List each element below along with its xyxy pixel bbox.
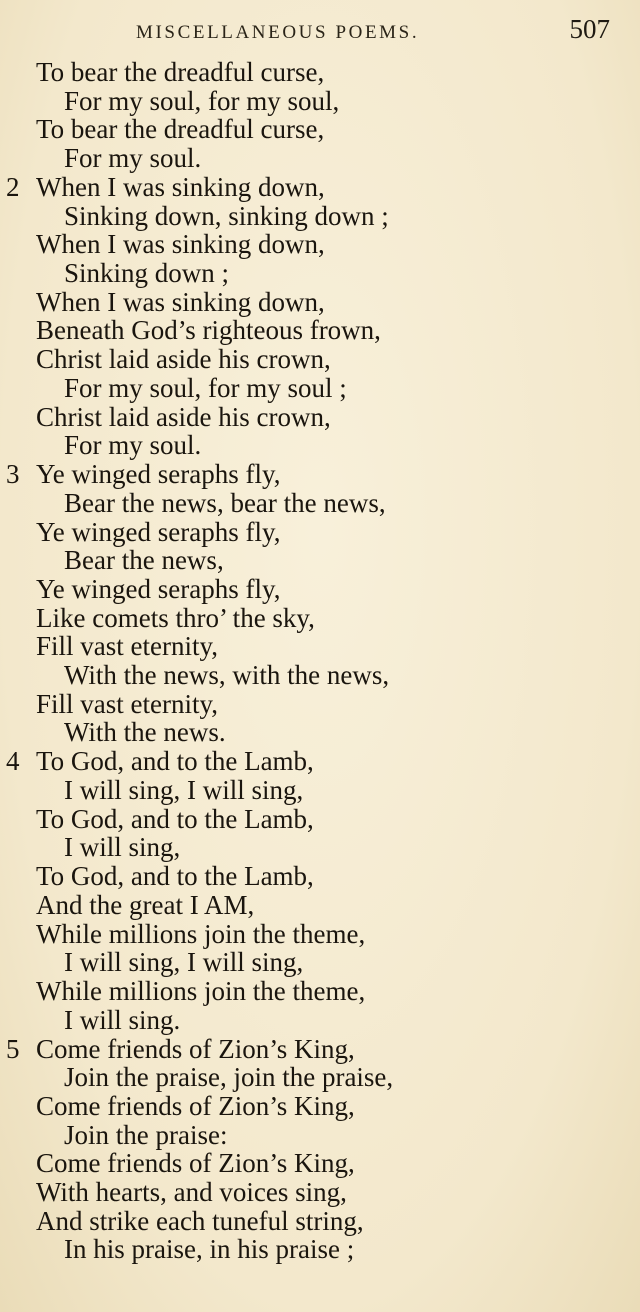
verse-line-text: Sinking down ; bbox=[64, 258, 230, 289]
verse-line bbox=[0, 575, 640, 604]
verse-line-text: With the news, with the news, bbox=[64, 660, 390, 691]
stanza-number: 2 bbox=[6, 172, 20, 203]
page-header bbox=[0, 14, 640, 50]
verse-line bbox=[0, 431, 640, 460]
verse-line bbox=[0, 977, 640, 1006]
verse-line-text: Ye winged seraphs fly, bbox=[36, 573, 281, 604]
verse-line-text: Christ laid aside his crown, bbox=[36, 401, 331, 432]
verse-line-text: Come friends of Zion’s King, bbox=[36, 1148, 355, 1179]
verse-line bbox=[0, 288, 640, 317]
verse-line bbox=[0, 891, 640, 920]
verse-line bbox=[0, 1149, 640, 1178]
verse-line bbox=[0, 345, 640, 374]
verse-line bbox=[0, 1035, 640, 1064]
verse-line bbox=[0, 1207, 640, 1236]
verse-line-text: When I was sinking down, bbox=[36, 229, 325, 260]
verse-line-text: And the great I AM, bbox=[36, 889, 255, 920]
verse-line bbox=[0, 862, 640, 891]
verse-line-text: While millions join the theme, bbox=[36, 918, 366, 949]
verse-line bbox=[0, 374, 640, 403]
verse-line-text: For my soul, for my soul ; bbox=[64, 372, 347, 403]
verse-line-text: I will sing, bbox=[64, 832, 181, 863]
verse-line-text: I will sing. bbox=[64, 1004, 181, 1035]
verse-line-text: Fill vast eternity, bbox=[36, 631, 218, 662]
verse-line-text: Ye winged seraphs fly, bbox=[36, 459, 281, 490]
verse-line-text: When I was sinking down, bbox=[36, 286, 325, 317]
verse-line bbox=[0, 1121, 640, 1150]
poem-body bbox=[0, 58, 640, 1264]
verse-line bbox=[0, 1178, 640, 1207]
verse-line-text: Sinking down, sinking down ; bbox=[64, 200, 389, 231]
verse-line-text: Beneath God’s righteous frown, bbox=[36, 315, 381, 346]
verse-line bbox=[0, 833, 640, 862]
verse-line bbox=[0, 604, 640, 633]
verse-line bbox=[0, 259, 640, 288]
stanza-number: 3 bbox=[6, 459, 20, 490]
verse-line-text: Bear the news, bbox=[64, 545, 224, 576]
verse-line bbox=[0, 948, 640, 977]
verse-line bbox=[0, 87, 640, 116]
verse-line-text: For my soul. bbox=[64, 430, 202, 461]
verse-line-text: In his praise, in his praise ; bbox=[64, 1234, 355, 1265]
verse-line bbox=[0, 202, 640, 231]
verse-line bbox=[0, 1235, 640, 1264]
verse-line bbox=[0, 805, 640, 834]
verse-line-text: Like comets thro’ the sky, bbox=[36, 602, 315, 633]
verse-line-text: To bear the dreadful curse, bbox=[36, 114, 325, 145]
verse-line-text: With the news. bbox=[64, 717, 226, 748]
verse-line-text: To bear the dreadful curse, bbox=[36, 57, 325, 87]
verse-line-text: Join the praise: bbox=[64, 1119, 228, 1150]
verse-line bbox=[0, 718, 640, 747]
verse-line bbox=[0, 1092, 640, 1121]
verse-line-text: Come friends of Zion’s King, bbox=[36, 1033, 355, 1064]
page-number: 507 bbox=[569, 14, 610, 44]
verse-line bbox=[0, 489, 640, 518]
verse-line bbox=[0, 173, 640, 202]
verse-line-text: While millions join the theme, bbox=[36, 975, 366, 1006]
verse-line bbox=[0, 661, 640, 690]
verse-line-text: Fill vast eternity, bbox=[36, 688, 218, 719]
verse-line-text: Christ laid aside his crown, bbox=[36, 344, 331, 375]
running-head: MISCELLANEOUS POEMS. bbox=[136, 22, 420, 43]
verse-line-text: With hearts, and voices sing, bbox=[36, 1177, 347, 1207]
verse-line-text: And strike each tuneful string, bbox=[36, 1205, 364, 1236]
verse-line bbox=[0, 518, 640, 547]
verse-line bbox=[0, 546, 640, 575]
verse-line-text: When I was sinking down, bbox=[36, 172, 325, 203]
verse-line bbox=[0, 747, 640, 776]
verse-line bbox=[0, 776, 640, 805]
stanza-number: 5 bbox=[6, 1033, 20, 1064]
verse-line-text: Come friends of Zion’s King, bbox=[36, 1090, 355, 1121]
verse-line-text: Ye winged seraphs fly, bbox=[36, 516, 281, 547]
verse-line bbox=[0, 690, 640, 719]
verse-line-text: To God, and to the Lamb, bbox=[36, 803, 314, 834]
verse-line bbox=[0, 316, 640, 345]
verse-line-text: Join the praise, join the praise, bbox=[64, 1062, 394, 1093]
verse-line-text: Bear the news, bear the news, bbox=[64, 487, 386, 518]
stanza-number: 4 bbox=[6, 746, 20, 777]
verse-line bbox=[0, 460, 640, 489]
verse-line bbox=[0, 403, 640, 432]
verse-line bbox=[0, 230, 640, 259]
verse-line-text: For my soul. bbox=[64, 143, 202, 174]
verse-line bbox=[0, 1063, 640, 1092]
verse-line bbox=[0, 144, 640, 173]
verse-line bbox=[0, 1006, 640, 1035]
verse-line-text: For my soul, for my soul, bbox=[64, 85, 340, 116]
verse-line-text: I will sing, I will sing, bbox=[64, 775, 304, 806]
verse-line bbox=[0, 632, 640, 661]
verse-line-text: To God, and to the Lamb, bbox=[36, 861, 314, 892]
verse-line-text: I will sing, I will sing, bbox=[64, 947, 304, 978]
verse-line bbox=[0, 58, 640, 87]
verse-line bbox=[0, 115, 640, 144]
verse-line bbox=[0, 920, 640, 949]
verse-line-text: To God, and to the Lamb, bbox=[36, 746, 314, 777]
